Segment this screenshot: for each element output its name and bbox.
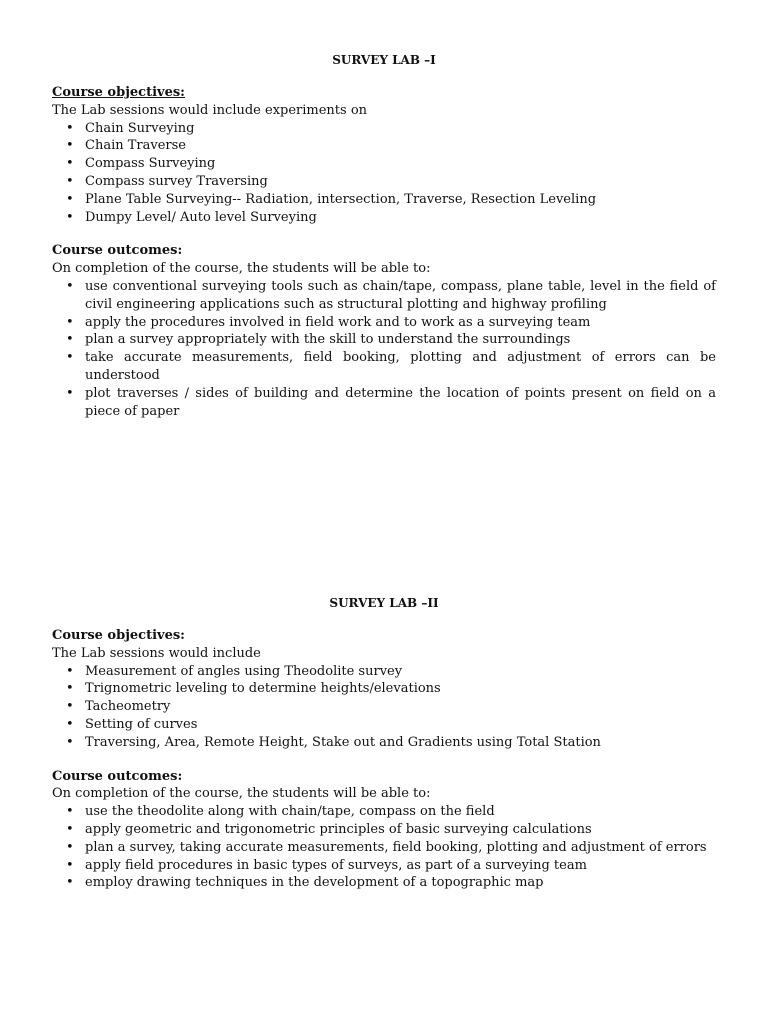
list-item (52, 821, 716, 839)
bullet-icon: • (66, 857, 74, 873)
survey-lab-2-section (52, 595, 716, 892)
lab-2-outcomes-heading: Course outcomes: (52, 768, 183, 784)
bullet-icon: • (66, 716, 74, 732)
list-item (52, 663, 716, 681)
bullet-icon: • (66, 804, 74, 820)
list-item (52, 349, 716, 385)
lab-2-outcomes-intro: On completion of the course, the students will be able to: (52, 786, 431, 802)
bullet-icon: • (66, 734, 74, 750)
list-item-text: Chain Surveying (85, 120, 195, 136)
lab-1-objectives-list (52, 120, 716, 227)
list-item (52, 839, 716, 857)
list-item-text: use conventional surveying tools such as chain/tape, compass, plane table, level in the field of civil engineering applications such as structural plotting and highway profiling (85, 278, 716, 312)
bullet-icon: • (66, 821, 74, 837)
bullet-icon: • (66, 173, 74, 189)
list-item-text: employ drawing techniques in the development of a topographic map (85, 875, 544, 891)
bullet-icon: • (66, 332, 74, 348)
list-item-text: Plane Table Surveying-- Radiation, intersection, Traverse, Resection Leveling (85, 191, 597, 207)
bullet-icon: • (66, 278, 74, 294)
bullet-icon: • (66, 120, 74, 136)
list-item (52, 331, 716, 349)
list-item (52, 120, 716, 138)
list-item-text: plot traverses / sides of building and determine the location of points present on field on a piece of paper (85, 385, 716, 419)
list-item-text: Compass Surveying (85, 156, 216, 172)
list-item-text: take accurate measurements, field booking, plotting and adjustment of errors can be understood (85, 350, 716, 383)
list-item-text: Chain Traverse (85, 138, 186, 154)
survey-lab-1-section (52, 52, 716, 420)
list-item (52, 680, 716, 698)
list-item-text: apply geometric and trigonometric principles of basic surveying calculations (85, 821, 592, 837)
list-item (52, 191, 716, 209)
list-item-text: apply the procedures involved in field work and to work as a surveying team (85, 314, 591, 330)
bullet-icon: • (66, 191, 74, 207)
list-item-text: Setting of curves (85, 716, 198, 732)
list-item (52, 155, 716, 173)
bullet-icon: • (66, 681, 74, 697)
bullet-icon: • (66, 699, 74, 715)
lab-1-outcomes-list (52, 278, 716, 420)
list-item (52, 698, 716, 716)
lab-1-objectives-intro: The Lab sessions would include experiments on (52, 102, 368, 118)
lab-1-title: SURVEY LAB –I (332, 53, 436, 67)
lab-1-outcomes-heading: Course outcomes: (52, 243, 183, 259)
list-item (52, 803, 716, 821)
list-item-text: use the theodolite along with chain/tape, compass on the field (85, 804, 495, 820)
bullet-icon: • (66, 138, 74, 154)
list-item-text: plan a survey appropriately with the skill to understand the surroundings (85, 332, 571, 348)
list-item-text: Traversing, Area, Remote Height, Stake out and Gradients using Total Station (85, 734, 601, 750)
list-item-text: Measurement of angles using Theodolite survey (85, 663, 403, 679)
bullet-icon: • (66, 839, 74, 855)
list-item-text: apply field procedures in basic types of surveys, as part of a surveying team (85, 857, 587, 873)
list-item (52, 874, 716, 892)
bullet-icon: • (66, 875, 74, 891)
bullet-icon: • (66, 156, 74, 172)
list-item (52, 734, 716, 752)
list-item-text: Tacheometry (85, 699, 171, 715)
bullet-icon: • (66, 314, 74, 330)
list-item-text: Compass survey Traversing (85, 173, 268, 189)
list-item (52, 173, 716, 191)
bullet-icon: • (66, 350, 74, 366)
list-item-text: Dumpy Level/ Auto level Surveying (85, 209, 317, 225)
lab-2-title: SURVEY LAB –II (329, 596, 439, 610)
list-item (52, 857, 716, 875)
bullet-icon: • (66, 209, 74, 225)
lab-2-objectives-intro: The Lab sessions would include (52, 645, 261, 661)
lab-1-objectives-heading: Course objectives: (52, 85, 185, 100)
bullet-icon: • (66, 663, 74, 679)
lab-2-objectives-list (52, 663, 716, 752)
lab-2-outcomes-list (52, 803, 716, 892)
lab-2-objectives-heading: Course objectives: (52, 628, 185, 643)
list-item (52, 385, 716, 421)
list-item-text: plan a survey, taking accurate measurements, field booking, plotting and adjustment of errors (85, 839, 707, 855)
list-item (52, 137, 716, 155)
list-item-text: Trignometric leveling to determine heights/elevations (85, 681, 441, 697)
list-item (52, 209, 716, 227)
list-item (52, 314, 716, 332)
lab-1-outcomes-intro: On completion of the course, the students will be able to: (52, 261, 431, 277)
bullet-icon: • (66, 385, 74, 401)
list-item (52, 278, 716, 314)
list-item (52, 716, 716, 734)
